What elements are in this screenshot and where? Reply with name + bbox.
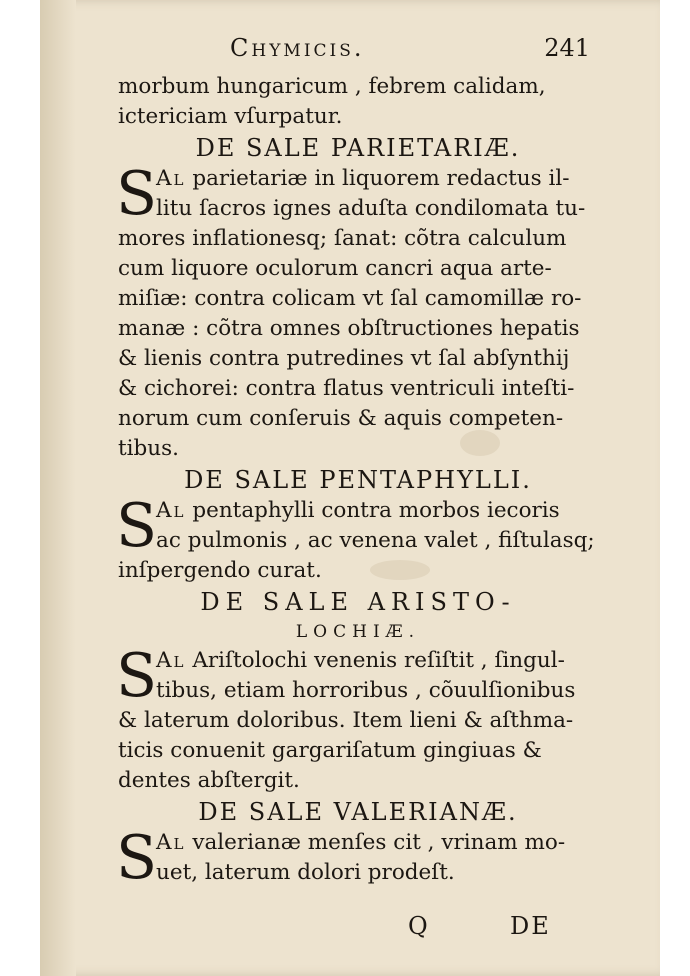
text-line xyxy=(118,164,598,194)
text-line: tibus. xyxy=(118,436,179,461)
section-heading: DE SALE ARISTO- xyxy=(200,588,516,616)
section-paragraph xyxy=(116,159,598,464)
text-line xyxy=(118,828,598,858)
text-line: morbum hungaricum , febrem calidam, xyxy=(118,74,546,99)
text-line: & lienis contra putredines vt ſal abſynthij xyxy=(118,346,570,371)
catchword: DE xyxy=(510,912,551,940)
section-heading: DE SALE PARIETARIÆ. xyxy=(195,134,521,162)
section-paragraph xyxy=(116,491,598,586)
text-line: ictericiam vſurpatur. xyxy=(118,104,343,129)
text-line-rest: Ariſtolochi venenis reſiſtit , ſingul- xyxy=(192,648,565,673)
text-line xyxy=(118,646,598,676)
text-line: uet, laterum dolori prodeſt. xyxy=(156,860,455,885)
page-number: 241 xyxy=(544,34,590,62)
text-line: dentes abſtergit. xyxy=(118,768,300,793)
text-line: inſpergendo curat. xyxy=(118,558,322,583)
section-subheading: LOCHIÆ. xyxy=(295,622,421,642)
section-heading: DE SALE VALERIANÆ. xyxy=(198,798,518,826)
text-line: ticis conuenit gargariſatum gingiuas & xyxy=(118,738,542,763)
text-line xyxy=(118,496,598,526)
text-line-rest: valerianæ menſes cit , vrinam mo- xyxy=(192,830,566,855)
text-line-rest: parietariæ in liquorem redactus il- xyxy=(192,166,570,191)
first-word: Al xyxy=(156,498,186,523)
section-paragraph xyxy=(116,823,598,893)
text-line: mores inflationesq; ſanat: cõtra calculum xyxy=(118,226,567,251)
book-page xyxy=(40,0,660,976)
text-line: litu ſacros ignes aduſta condilomata tu- xyxy=(156,196,586,221)
page-header xyxy=(230,34,590,68)
text-line-rest: pentaphylli contra morbos iecoris xyxy=(192,498,560,523)
text-line: & cichorei: contra flatus ventriculi inteſti- xyxy=(118,376,575,401)
drop-cap: S xyxy=(116,641,158,711)
signature-mark: Q xyxy=(408,912,428,940)
drop-cap: S xyxy=(116,491,158,561)
page-footer xyxy=(40,912,640,942)
first-word: Al xyxy=(156,166,186,191)
section-heading: DE SALE PENTAPHYLLI. xyxy=(184,466,532,494)
text-line: tibus, etiam horroribus , cõuulſionibus xyxy=(156,678,576,703)
section-paragraph xyxy=(116,641,598,796)
text-line: cum liquore oculorum cancri aqua arte- xyxy=(118,256,552,281)
text-line: & laterum doloribus. Item lieni & aſthma- xyxy=(118,708,574,733)
drop-cap: S xyxy=(116,823,158,893)
text-line: miſiæ: contra colicam vt ſal camomillæ ro- xyxy=(118,286,582,311)
page-gutter xyxy=(40,0,76,976)
text-line: ac pulmonis , ac venena valet , fiſtulasq; xyxy=(156,528,595,553)
page-body xyxy=(116,72,598,893)
first-word: Al xyxy=(156,830,186,855)
drop-cap: S xyxy=(116,159,158,229)
text-line: manæ : cõtra omnes obſtructiones hepatis xyxy=(118,316,580,341)
text-line: norum cum conſeruis & aquis competen- xyxy=(118,406,564,431)
running-head: Chymicis. xyxy=(230,34,365,62)
first-word: Al xyxy=(156,648,186,673)
